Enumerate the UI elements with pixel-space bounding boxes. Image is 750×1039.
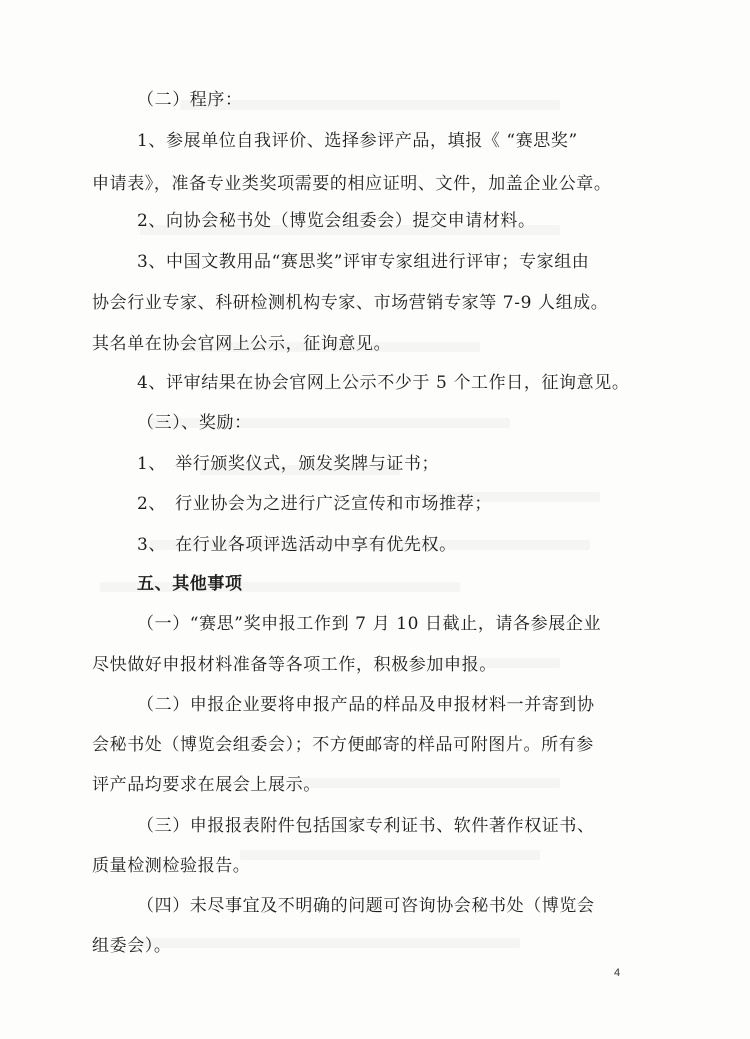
text-line-6: 协会行业专家、科研检测机构专家、市场营销专家等 7-9 人组成。 bbox=[92, 293, 609, 313]
text-line-8: 4、评审结果在协会官网上公示不少于 5 个工作日，征询意见。 bbox=[137, 373, 630, 393]
text-line-20: 质量检测检验报告。 bbox=[92, 856, 251, 876]
text-line-17: 会秘书处（博览会组委会）；不方便邮寄的样品可附图片。所有参 bbox=[92, 735, 594, 755]
text-line-1: （二）程序： bbox=[137, 90, 243, 110]
text-line-2: 1、参展单位自我评价、选择参评产品，填报《 “赛思奖” bbox=[137, 131, 578, 151]
text-line-10: 1、 举行颁奖仪式，颁发奖牌与证书； bbox=[137, 454, 440, 474]
text-line-9: （三）、奖励： bbox=[137, 413, 252, 433]
section-heading-five: 五、其他事项 bbox=[137, 574, 243, 594]
text-line-21: （四）未尽事宜及不明确的问题可咨询协会秘书处（博览会 bbox=[137, 896, 595, 916]
text-line-4: 2、向协会秘书处（博览会组委会）提交申请材料。 bbox=[137, 211, 536, 231]
text-line-18: 评产品均要求在展会上展示。 bbox=[92, 775, 321, 795]
text-line-15: 尽快做好申报材料准备等各项工作，积极参加申报。 bbox=[92, 655, 497, 675]
text-line-16: （二）申报企业要将申报产品的样品及申报材料一并寄到协 bbox=[137, 695, 595, 715]
text-line-12: 3、 在行业各项评选活动中享有优先权。 bbox=[137, 535, 457, 555]
text-line-7: 其名单在协会官网上公示，征询意见。 bbox=[92, 334, 392, 354]
text-line-22: 组委会）。 bbox=[92, 936, 172, 956]
text-line-5: 3、中国文教用品“赛思奖”评审专家组进行评审；专家组由 bbox=[137, 252, 590, 272]
text-line-14: （一）“赛思”奖申报工作到 7 月 10 日截止，请各参展企业 bbox=[137, 614, 602, 634]
text-line-19: （三）申报报表附件包括国家专利证书、软件著作权证书、 bbox=[137, 816, 595, 836]
text-line-3: 申请表》，准备专业类奖项需要的相应证明、文件，加盖企业公章。 bbox=[92, 174, 612, 194]
page-number: 4 bbox=[614, 967, 621, 979]
text-line-11: 2、 行业协会为之进行广泛宣传和市场推荐； bbox=[137, 494, 492, 514]
